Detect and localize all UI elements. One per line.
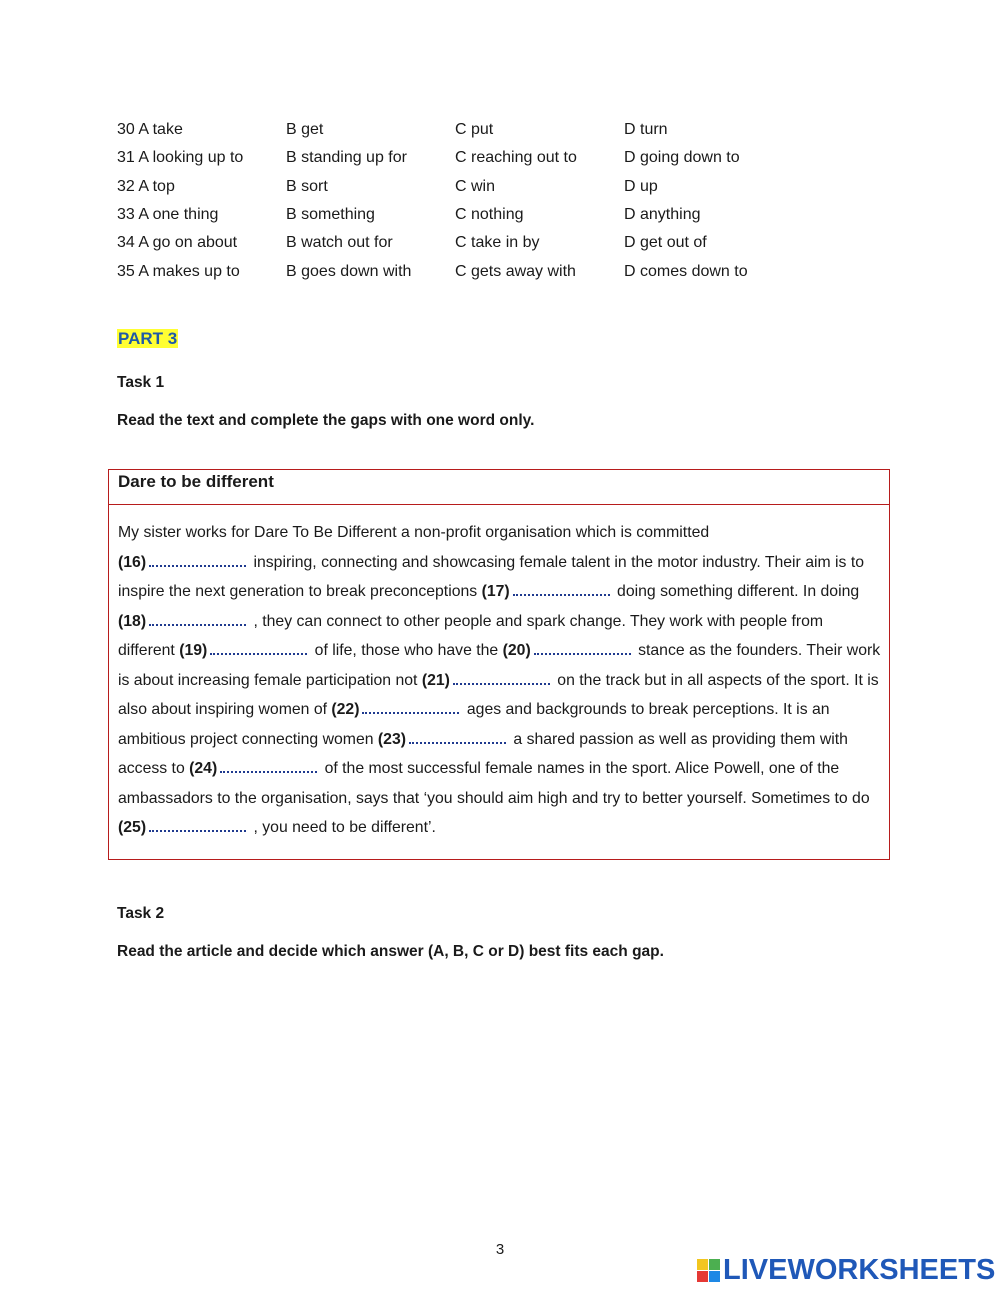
text-segment: ages and backgrounds to break perceptions. It is an ambitious project connecting women xyxy=(118,701,830,748)
option-d: D up xyxy=(624,177,658,195)
text-segment: My sister works for Dare To Be Different a non-profit organisation which is committed xyxy=(118,524,710,541)
text-segment: inspiring, connecting and showcasing female talent in the motor industry. Their aim is to inspire the next generation to break preconceptions xyxy=(118,553,865,600)
text-box-title: Dare to be different xyxy=(109,470,889,505)
option-row xyxy=(117,173,793,201)
option-b: B sort xyxy=(286,177,328,195)
option-c: C gets away with xyxy=(455,262,576,280)
option-b: B get xyxy=(286,121,324,139)
gap-blank[interactable] xyxy=(513,584,610,596)
gap-number: (22) xyxy=(331,701,360,718)
logo-block xyxy=(709,1259,720,1270)
gap-number: (24) xyxy=(189,760,218,777)
gap-number: (21) xyxy=(421,671,450,689)
part-heading: PART 3 xyxy=(118,329,178,348)
option-a: 35 A makes up to xyxy=(117,262,240,280)
gap-number: (25) xyxy=(118,819,147,836)
gap-blank[interactable] xyxy=(149,614,246,626)
logo-blocks-icon xyxy=(697,1259,720,1282)
text-segment: stance as the founders. Their work is about increasing female participation not xyxy=(118,642,881,689)
liveworksheets-logo xyxy=(697,1255,995,1285)
text-segment: on the track but in all aspects of the sport. It is also about inspiring women of xyxy=(118,671,879,718)
text-segment: , you need to be different’. xyxy=(249,819,436,836)
option-row xyxy=(117,116,793,144)
option-c: C put xyxy=(455,121,494,139)
option-b: B something xyxy=(286,206,375,224)
option-d: D anything xyxy=(624,206,701,224)
logo-text: LIVEWORKSHEETS xyxy=(723,1254,996,1286)
option-a: 34 A go on about xyxy=(117,234,238,252)
option-b: B watch out for xyxy=(286,234,393,252)
gap-number: (23) xyxy=(377,730,407,748)
text-segment: of life, those who have the xyxy=(310,642,503,659)
gap-number: (16) xyxy=(118,553,147,571)
task1-instruction: Read the text and complete the gaps with one word only. xyxy=(117,412,535,429)
gap-blank[interactable] xyxy=(149,555,246,567)
text-box xyxy=(108,469,890,860)
option-d: D comes down to xyxy=(624,262,748,280)
gap-number: (20) xyxy=(502,642,531,659)
gap-number: (18) xyxy=(118,612,147,630)
task2-instruction: Read the article and decide which answer (A, B, C or D) best fits each gap. xyxy=(117,943,664,960)
gap-number: (19) xyxy=(179,642,208,659)
option-c: C nothing xyxy=(455,206,524,224)
text-segment: a shared passion as well as providing them with access to xyxy=(118,730,848,777)
option-row xyxy=(117,201,793,229)
text-segment: doing something different. In doing xyxy=(612,583,860,600)
page-number: 3 xyxy=(495,1241,505,1258)
text-segment: of the most successful female names in the sport. Alice Powell, one of the ambassadors to the organisation, says that ‘you should aim high and try to better yourself. Sometimes to do xyxy=(118,760,870,807)
gap-blank[interactable] xyxy=(453,673,550,685)
gap-blank[interactable] xyxy=(220,761,317,773)
option-a: 33 A one thing xyxy=(117,206,219,224)
gap-number: (17) xyxy=(481,583,510,600)
task2-title: Task 2 xyxy=(117,905,165,922)
option-d: D going down to xyxy=(624,149,740,167)
logo-block xyxy=(697,1271,708,1282)
option-row xyxy=(117,257,793,285)
task1-title: Task 1 xyxy=(117,374,165,391)
text-segment: , they can connect to other people and spark change. They work with people from different xyxy=(118,612,824,659)
option-a: 30 A take xyxy=(117,121,183,139)
option-b: B standing up for xyxy=(286,149,407,167)
logo-block xyxy=(697,1259,708,1270)
option-c: C reaching out to xyxy=(455,149,577,167)
option-a: 31 A looking up to xyxy=(117,149,244,167)
option-d: D turn xyxy=(624,121,668,139)
text-body xyxy=(109,505,889,843)
option-a: 32 A top xyxy=(117,177,175,195)
option-row xyxy=(117,144,793,172)
option-c: C take in by xyxy=(455,234,540,252)
gap-blank[interactable] xyxy=(210,643,307,655)
option-b: B goes down with xyxy=(286,262,412,280)
option-d: D get out of xyxy=(624,234,707,252)
option-row xyxy=(117,229,793,257)
gap-blank[interactable] xyxy=(534,643,631,655)
gap-blank[interactable] xyxy=(409,732,506,744)
options-table xyxy=(117,116,793,286)
logo-block xyxy=(709,1271,720,1282)
gap-blank[interactable] xyxy=(362,702,459,714)
option-c: C win xyxy=(455,177,496,195)
gap-blank[interactable] xyxy=(149,820,246,832)
